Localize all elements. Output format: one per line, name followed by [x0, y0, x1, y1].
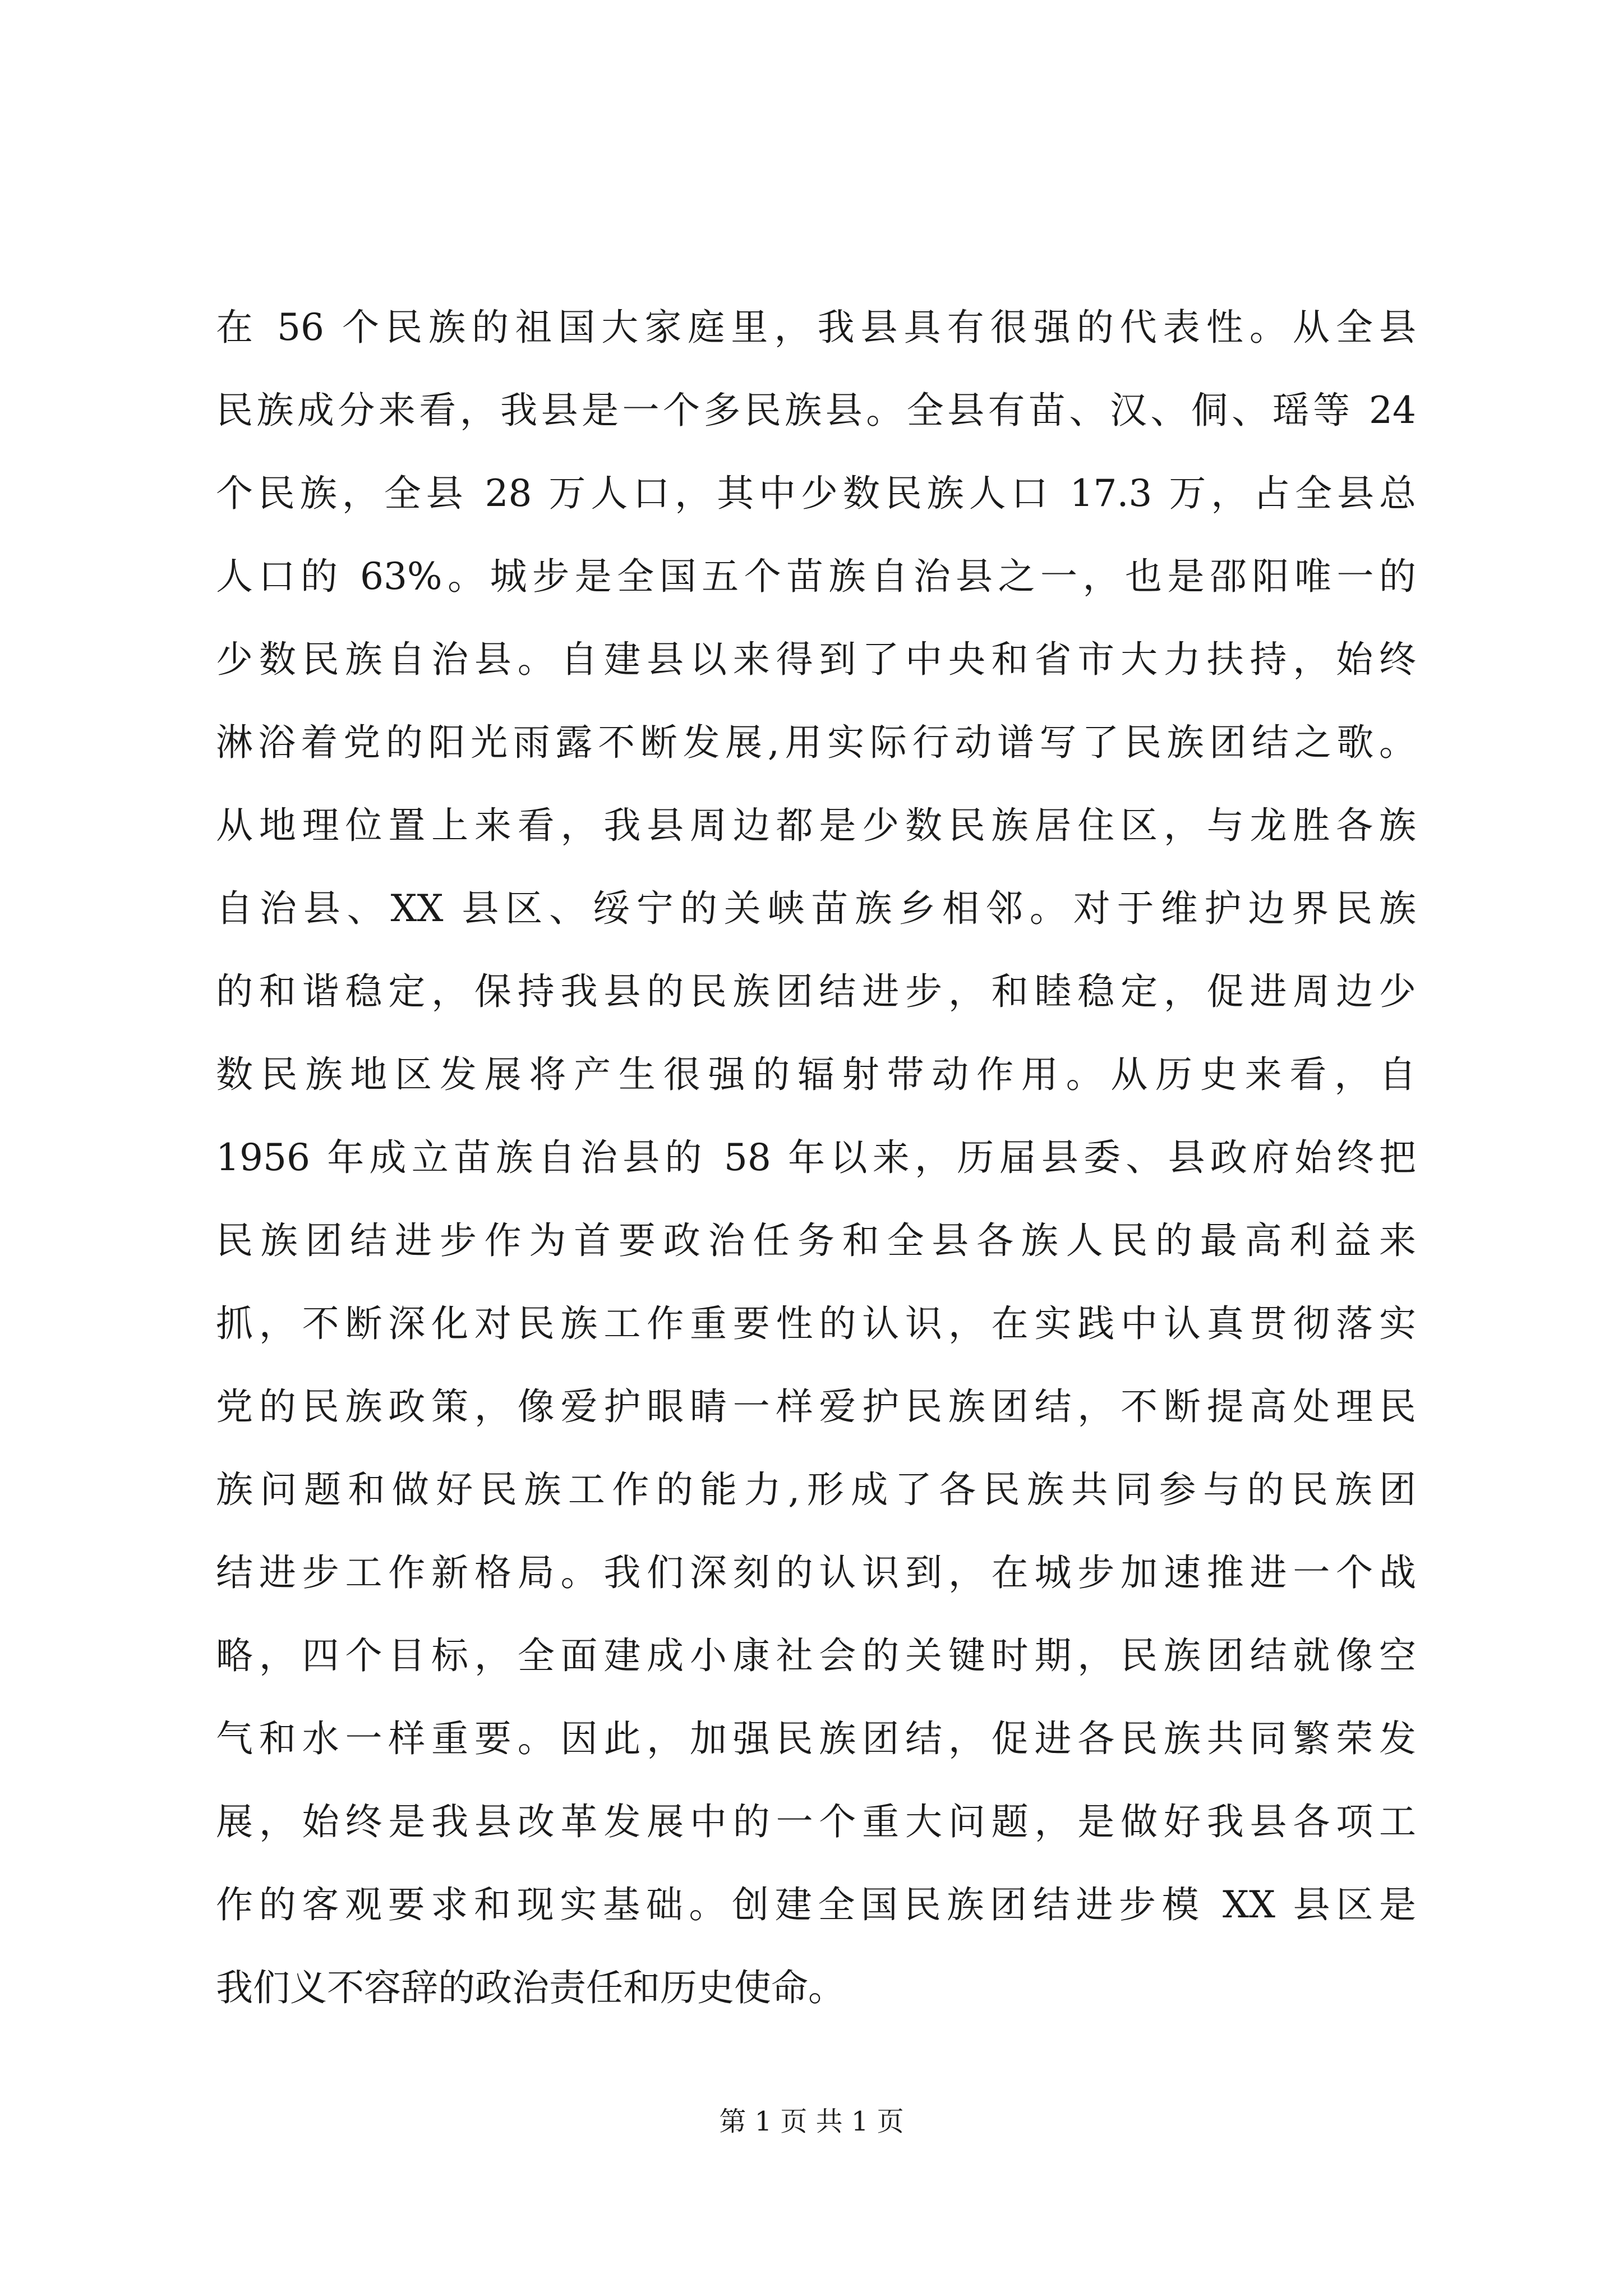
text-line: 淋浴着党的阳光雨露不断发展,用实际行动谱写了民族团结之歌。	[216, 721, 1416, 764]
text-line: 民族团结进步作为首要政治任务和全县各族人民的最高利益来	[216, 1219, 1416, 1262]
text-line: 党的民族政策，像爱护眼睛一样爱护民族团结，不断提高处理民	[216, 1385, 1416, 1428]
text-line: 个民族，全县 28 万人口，其中少数民族人口 17.3 万，占全县总	[216, 472, 1416, 515]
text-line: 结进步工作新格局。我们深刻的认识到，在城步加速推进一个战	[216, 1551, 1416, 1594]
text-line: 我们义不容辞的政治责任和历史使命。	[216, 1966, 845, 2009]
text-line: 气和水一样重要。因此，加强民族团结，促进各民族共同繁荣发	[216, 1717, 1416, 1760]
page-number-footer: 第 1 页 共 1 页	[719, 2106, 904, 2137]
text-line: 在 56 个民族的祖国大家庭里，我县具有很强的代表性。从全县	[216, 306, 1416, 349]
text-line: 少数民族自治县。自建县以来得到了中央和省市大力扶持，始终	[216, 638, 1416, 681]
text-line: 抓，不断深化对民族工作重要性的认识，在实践中认真贯彻落实	[216, 1302, 1416, 1345]
text-line: 的和谐稳定，保持我县的民族团结进步，和睦稳定，促进周边少	[216, 970, 1416, 1013]
text-line: 自治县、XX 县区、绥宁的关峡苗族乡相邻。对于维护边界民族	[216, 887, 1416, 930]
text-line: 人口的 63%。城步是全国五个苗族自治县之一，也是邵阳唯一的	[216, 555, 1416, 598]
text-line: 略，四个目标，全面建成小康社会的关键时期，民族团结就像空	[216, 1634, 1416, 1677]
body-paragraph	[216, 286, 1416, 2030]
text-line: 数民族地区发展将产生很强的辐射带动作用。从历史来看，自	[216, 1053, 1416, 1096]
text-line: 展，始终是我县改革发展中的一个重大问题，是做好我县各项工	[216, 1800, 1416, 1843]
text-line: 从地理位置上来看，我县周边都是少数民族居住区，与龙胜各族	[216, 804, 1416, 847]
text-line: 民族成分来看，我县是一个多民族县。全县有苗、汉、侗、瑶等 24	[216, 389, 1416, 432]
text-line: 1956 年成立苗族自治县的 58 年以来，历届县委、县政府始终把	[216, 1136, 1416, 1179]
text-line: 作的客观要求和现实基础。创建全国民族团结进步模 XX 县区是	[216, 1883, 1416, 1926]
text-line: 族问题和做好民族工作的能力,形成了各民族共同参与的民族团	[216, 1468, 1416, 1511]
